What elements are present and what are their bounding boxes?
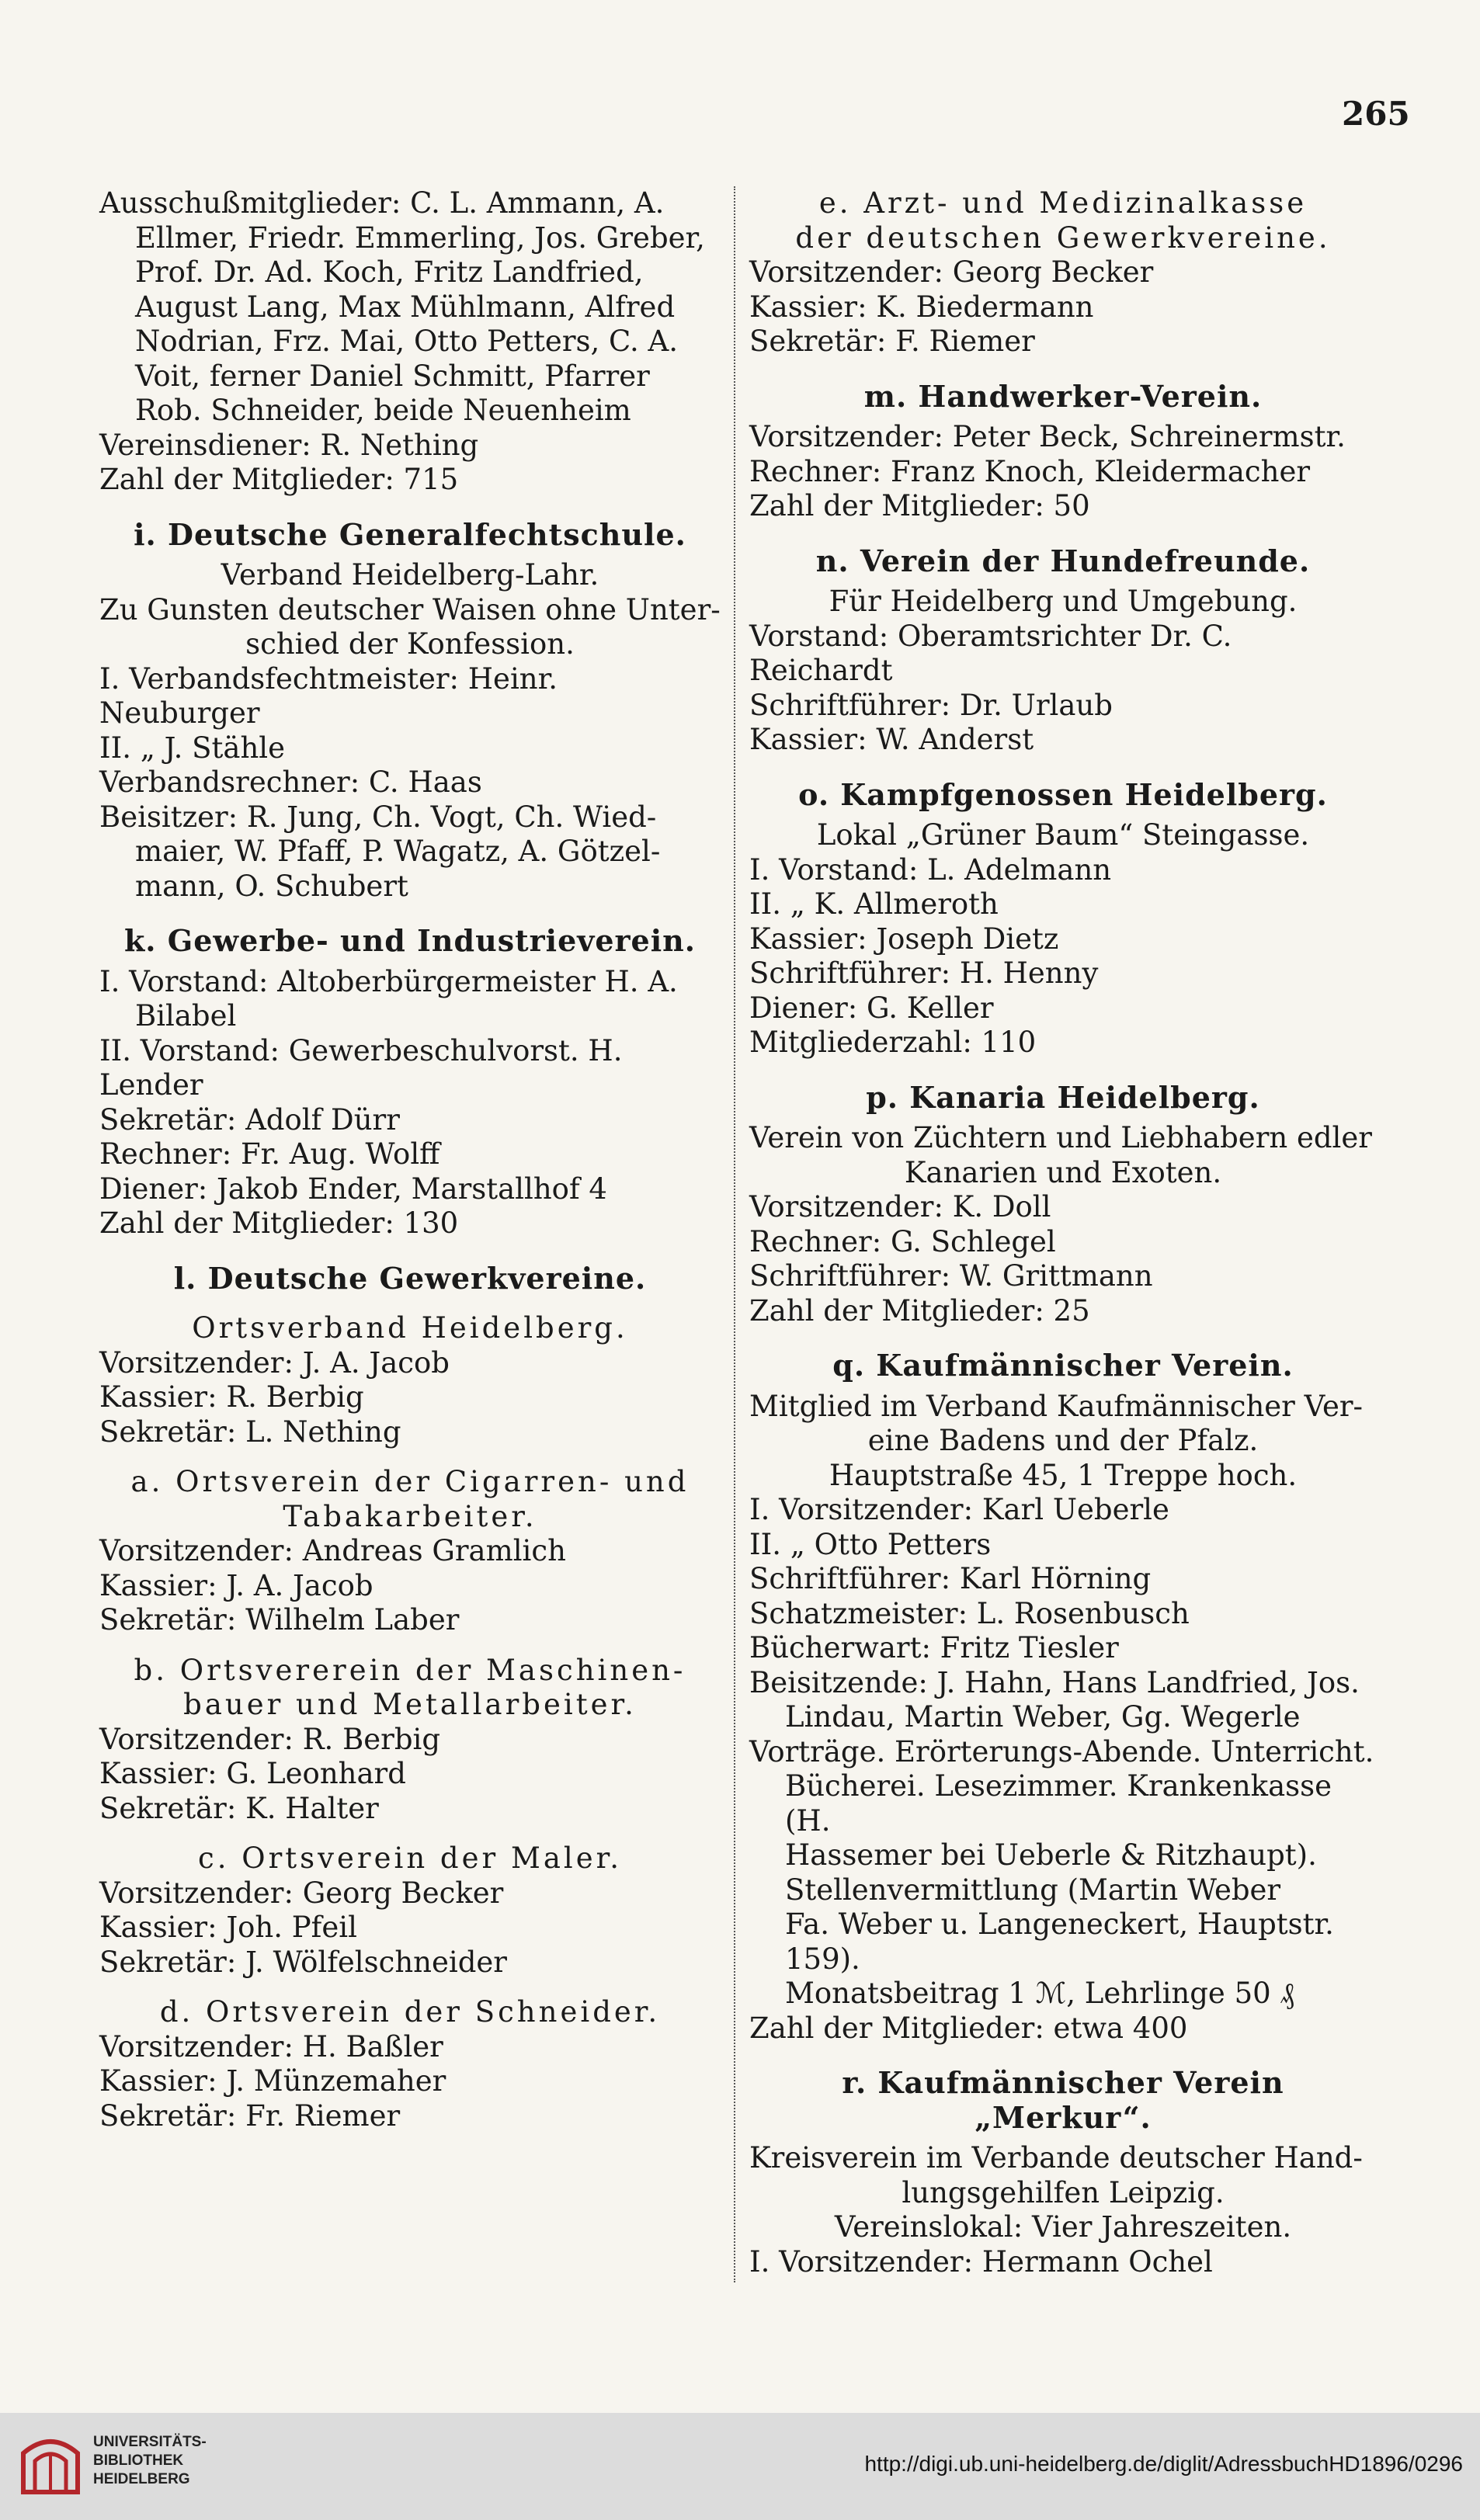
text-line: Stellenvermittlung (Martin Weber bbox=[785, 1873, 1281, 1907]
text-line: Fa. Weber u. Langeneckert, Hauptstr. 159). bbox=[785, 1907, 1334, 1976]
text-line: Voit, ferner Daniel Schmitt, Pfarrer bbox=[135, 359, 650, 393]
text-line: maier, W. Pfaff, P. Wagatz, A. Götzel- bbox=[135, 835, 661, 868]
text-line: II. „ Otto Petters bbox=[749, 1527, 992, 1561]
text-line: I. Verbandsfechtmeister: Heinr. Neuburger bbox=[99, 661, 558, 730]
text-line: Kassier: Joseph Dietz bbox=[749, 922, 1059, 956]
subheading-d: d. Ortsverein der Schneider. bbox=[159, 1995, 661, 2029]
text-line: Kassier: K. Biedermann bbox=[749, 290, 1094, 324]
text-line: Schriftführer: Karl Hörning bbox=[749, 1562, 1152, 1595]
section-heading-o: o. Kampfgenossen Heidelberg. bbox=[798, 776, 1328, 812]
text-line: Beisitzende: J. Hahn, Hans Landfried, Jos. bbox=[749, 1665, 1360, 1699]
text-line: I. Vorsitzender: Hermann Ochel bbox=[749, 2244, 1213, 2279]
text-line: Vorsitzender: Georg Becker bbox=[99, 1876, 504, 1910]
left-column bbox=[99, 186, 721, 2133]
text-line: Vorsitzender: K. Doll bbox=[749, 1190, 1051, 1224]
section-heading-l: l. Deutsche Gewerkvereine. bbox=[173, 1260, 647, 1296]
text-line: Kassier: R. Berbig bbox=[99, 1380, 364, 1414]
text-line: Bücherei. Lesezimmer. Krankenkasse (H. bbox=[785, 1769, 1332, 1838]
right-column bbox=[749, 186, 1377, 2279]
text-line: lungsgehilfen Leipzig. bbox=[902, 2175, 1225, 2209]
text-line: Prof. Dr. Ad. Koch, Fritz Landfried, bbox=[135, 255, 644, 289]
text-line: II. „ K. Allmeroth bbox=[749, 887, 999, 921]
text-line: Vorträge. Erörterungs-Abende. Unterricht. bbox=[749, 1734, 1374, 1769]
subheading: Für Heidelberg und Umgebung. bbox=[829, 585, 1298, 618]
text-line: mann, O. Schubert bbox=[135, 869, 408, 903]
text-line: Kanarien und Exoten. bbox=[904, 1155, 1222, 1189]
text-line: August Lang, Max Mühlmann, Alfred bbox=[135, 290, 676, 324]
text-line: Beisitzer: R. Jung, Ch. Vogt, Ch. Wied- bbox=[99, 800, 657, 834]
text-line: Kassier: J. Münzemaher bbox=[99, 2064, 446, 2098]
footer-bar bbox=[0, 2413, 1480, 2520]
text-line: I. Vorsitzender: Karl Ueberle bbox=[749, 1493, 1169, 1526]
section-heading-i: i. Deutsche Generalfechtschule. bbox=[134, 516, 686, 552]
text-line: Vorsitzender: R. Berbig bbox=[99, 1722, 441, 1756]
text-line: Schriftführer: W. Grittmann bbox=[749, 1259, 1153, 1293]
text-line: schied der Konfession. bbox=[245, 627, 575, 661]
text-line: Vorsitzender: Andreas Gramlich bbox=[99, 1534, 566, 1567]
source-url-link[interactable]: http://digi.ub.uni-heidelberg.de/diglit/AdressbuchHD1896/0296 bbox=[864, 2452, 1463, 2476]
text-line: Kassier: W. Anderst bbox=[749, 723, 1034, 756]
library-name-line: BIBLIOTHEK bbox=[93, 2452, 184, 2469]
section-heading-p: p. Kanaria Heidelberg. bbox=[866, 1079, 1260, 1115]
text-line: Verbandsrechner: C. Haas bbox=[99, 765, 482, 799]
text-line: Zahl der Mitglieder: 715 bbox=[99, 463, 459, 496]
section-heading-r: r. Kaufmännischer Verein „Merkur“. bbox=[842, 2065, 1284, 2135]
text-line: eine Badens und der Pfalz. bbox=[867, 1424, 1259, 1457]
text-line: Verband Heidelberg-Lahr. bbox=[221, 558, 599, 592]
subheading-b-cont: bauer und Metallarbeiter. bbox=[183, 1688, 637, 1721]
library-name-line: UNIVERSITÄTS- bbox=[93, 2434, 207, 2450]
subheading-c: c. Ortsverein der Maler. bbox=[197, 1841, 623, 1875]
text-line: Zahl der Mitglieder: etwa 400 bbox=[749, 2011, 1188, 2045]
text-line: Schriftführer: H. Henny bbox=[749, 956, 1099, 990]
text-line: I. Vorstand: Altoberbürgermeister H. A. bbox=[99, 964, 678, 998]
text-line: Sekretär: F. Riemer bbox=[749, 325, 1035, 358]
text-line: Lindau, Martin Weber, Gg. Wegerle bbox=[785, 1700, 1301, 1734]
subheading-e: e. Arzt- und Medizinalkasse bbox=[818, 186, 1308, 220]
text-line: Schatzmeister: L. Rosenbusch bbox=[749, 1596, 1190, 1630]
text-line: Nodrian, Frz. Mai, Otto Petters, C. A. bbox=[135, 325, 679, 358]
text-line: Sekretär: Adolf Dürr bbox=[99, 1102, 400, 1137]
text-line: Sekretär: J. Wölfelschneider bbox=[99, 1945, 507, 1979]
text-line: II. Vorstand: Gewerbeschulvorst. H. Lender bbox=[99, 1033, 623, 1102]
text-line: Sekretär: Wilhelm Laber bbox=[99, 1603, 460, 1637]
text-line: Vorsitzender: J. A. Jacob bbox=[99, 1345, 450, 1380]
text-line: Hassemer bei Ueberle & Ritzhaupt). bbox=[785, 1838, 1317, 1872]
text-line: Bilabel bbox=[135, 999, 237, 1033]
text-line: Diener: Jakob Ender, Marstallhof 4 bbox=[99, 1171, 607, 1206]
text-line: Ausschußmitglieder: C. L. Ammann, A. bbox=[99, 186, 665, 220]
text-line: Kassier: J. A. Jacob bbox=[99, 1568, 373, 1602]
section-heading-m: m. Handwerker-Verein. bbox=[863, 378, 1263, 414]
text-line: Zahl der Mitglieder: 50 bbox=[749, 489, 1090, 522]
text-line: Vereinsdiener: R. Nething bbox=[99, 428, 479, 462]
subheading-e-cont: der deutschen Gewerkvereine. bbox=[795, 220, 1331, 255]
text-line: Schriftführer: Dr. Urlaub bbox=[749, 688, 1113, 722]
page-number: 265 bbox=[1342, 95, 1410, 133]
text-line: Rob. Schneider, beide Neuenheim bbox=[135, 394, 631, 427]
text-line: Sekretär: Fr. Riemer bbox=[99, 2098, 401, 2133]
text-line: Sekretär: K. Halter bbox=[99, 1791, 379, 1825]
text-line: Vereinslokal: Vier Jahreszeiten. bbox=[834, 2210, 1292, 2244]
text-line: Rechner: Franz Knoch, Kleidermacher bbox=[749, 454, 1311, 488]
subheading: Ortsverband Heidelberg. bbox=[192, 1311, 628, 1345]
text-line: Vorstand: Oberamtsrichter Dr. C. Reichardt bbox=[749, 619, 1232, 687]
text-line: Vorsitzender: Georg Becker bbox=[749, 255, 1154, 289]
text-line: Vorsitzender: Peter Beck, Schreinermstr. bbox=[749, 420, 1346, 453]
subheading: Lokal „Grüner Baum“ Steingasse. bbox=[816, 818, 1310, 852]
text-line: Rechner: G. Schlegel bbox=[749, 1224, 1056, 1258]
text-line: Zahl der Mitglieder: 25 bbox=[749, 1293, 1090, 1328]
text-line: Diener: G. Keller bbox=[749, 991, 994, 1025]
text-line: Vorsitzender: H. Baßler bbox=[99, 2029, 443, 2064]
text-line: I. Vorstand: L. Adelmann bbox=[749, 852, 1112, 887]
column-divider bbox=[734, 186, 735, 2282]
text-line: Hauptstraße 45, 1 Treppe hoch. bbox=[829, 1458, 1298, 1492]
text-line: Mitglied im Verband Kaufmännischer Ver- bbox=[749, 1389, 1364, 1423]
text-line: II. „ J. Stähle bbox=[99, 731, 286, 765]
text-line: Zu Gunsten deutscher Waisen ohne Unter- bbox=[99, 592, 721, 627]
text-line: Kassier: Joh. Pfeil bbox=[99, 1911, 357, 1944]
library-name bbox=[93, 2433, 207, 2489]
text-line: Zahl der Mitglieder: 130 bbox=[99, 1206, 459, 1240]
text-line: Ellmer, Friedr. Emmerling, Jos. Greber, bbox=[135, 220, 705, 255]
text-line: Kassier: G. Leonhard bbox=[99, 1757, 406, 1790]
university-library-logo-icon bbox=[16, 2430, 85, 2500]
library-name-line: HEIDELBERG bbox=[93, 2471, 190, 2487]
text-line: Mitgliederzahl: 110 bbox=[749, 1026, 1037, 1059]
subheading-b: b. Ortsvererein der Maschinen- bbox=[134, 1653, 686, 1687]
text-line: Sekretär: L. Nething bbox=[99, 1414, 401, 1449]
text-line: Monatsbeitrag 1 ℳ, Lehrlinge 50 ₰ bbox=[785, 1977, 1294, 2010]
text-line: Rechner: Fr. Aug. Wolff bbox=[99, 1137, 440, 1171]
section-heading-q: q. Kaufmännischer Verein. bbox=[832, 1348, 1294, 1383]
subheading-a: a. Ortsverein der Cigarren- und bbox=[130, 1465, 690, 1498]
text-line: Verein von Züchtern und Liebhabern edler bbox=[749, 1121, 1372, 1154]
section-heading-k: k. Gewerbe- und Industrieverein. bbox=[123, 923, 697, 958]
section-heading-n: n. Verein der Hundefreunde. bbox=[815, 543, 1311, 578]
subheading-a-cont: Tabakarbeiter. bbox=[283, 1499, 537, 1533]
text-line: Kreisverein im Verbande deutscher Hand- bbox=[749, 2141, 1363, 2175]
text-line: Bücherwart: Fritz Tiesler bbox=[749, 1631, 1119, 1664]
